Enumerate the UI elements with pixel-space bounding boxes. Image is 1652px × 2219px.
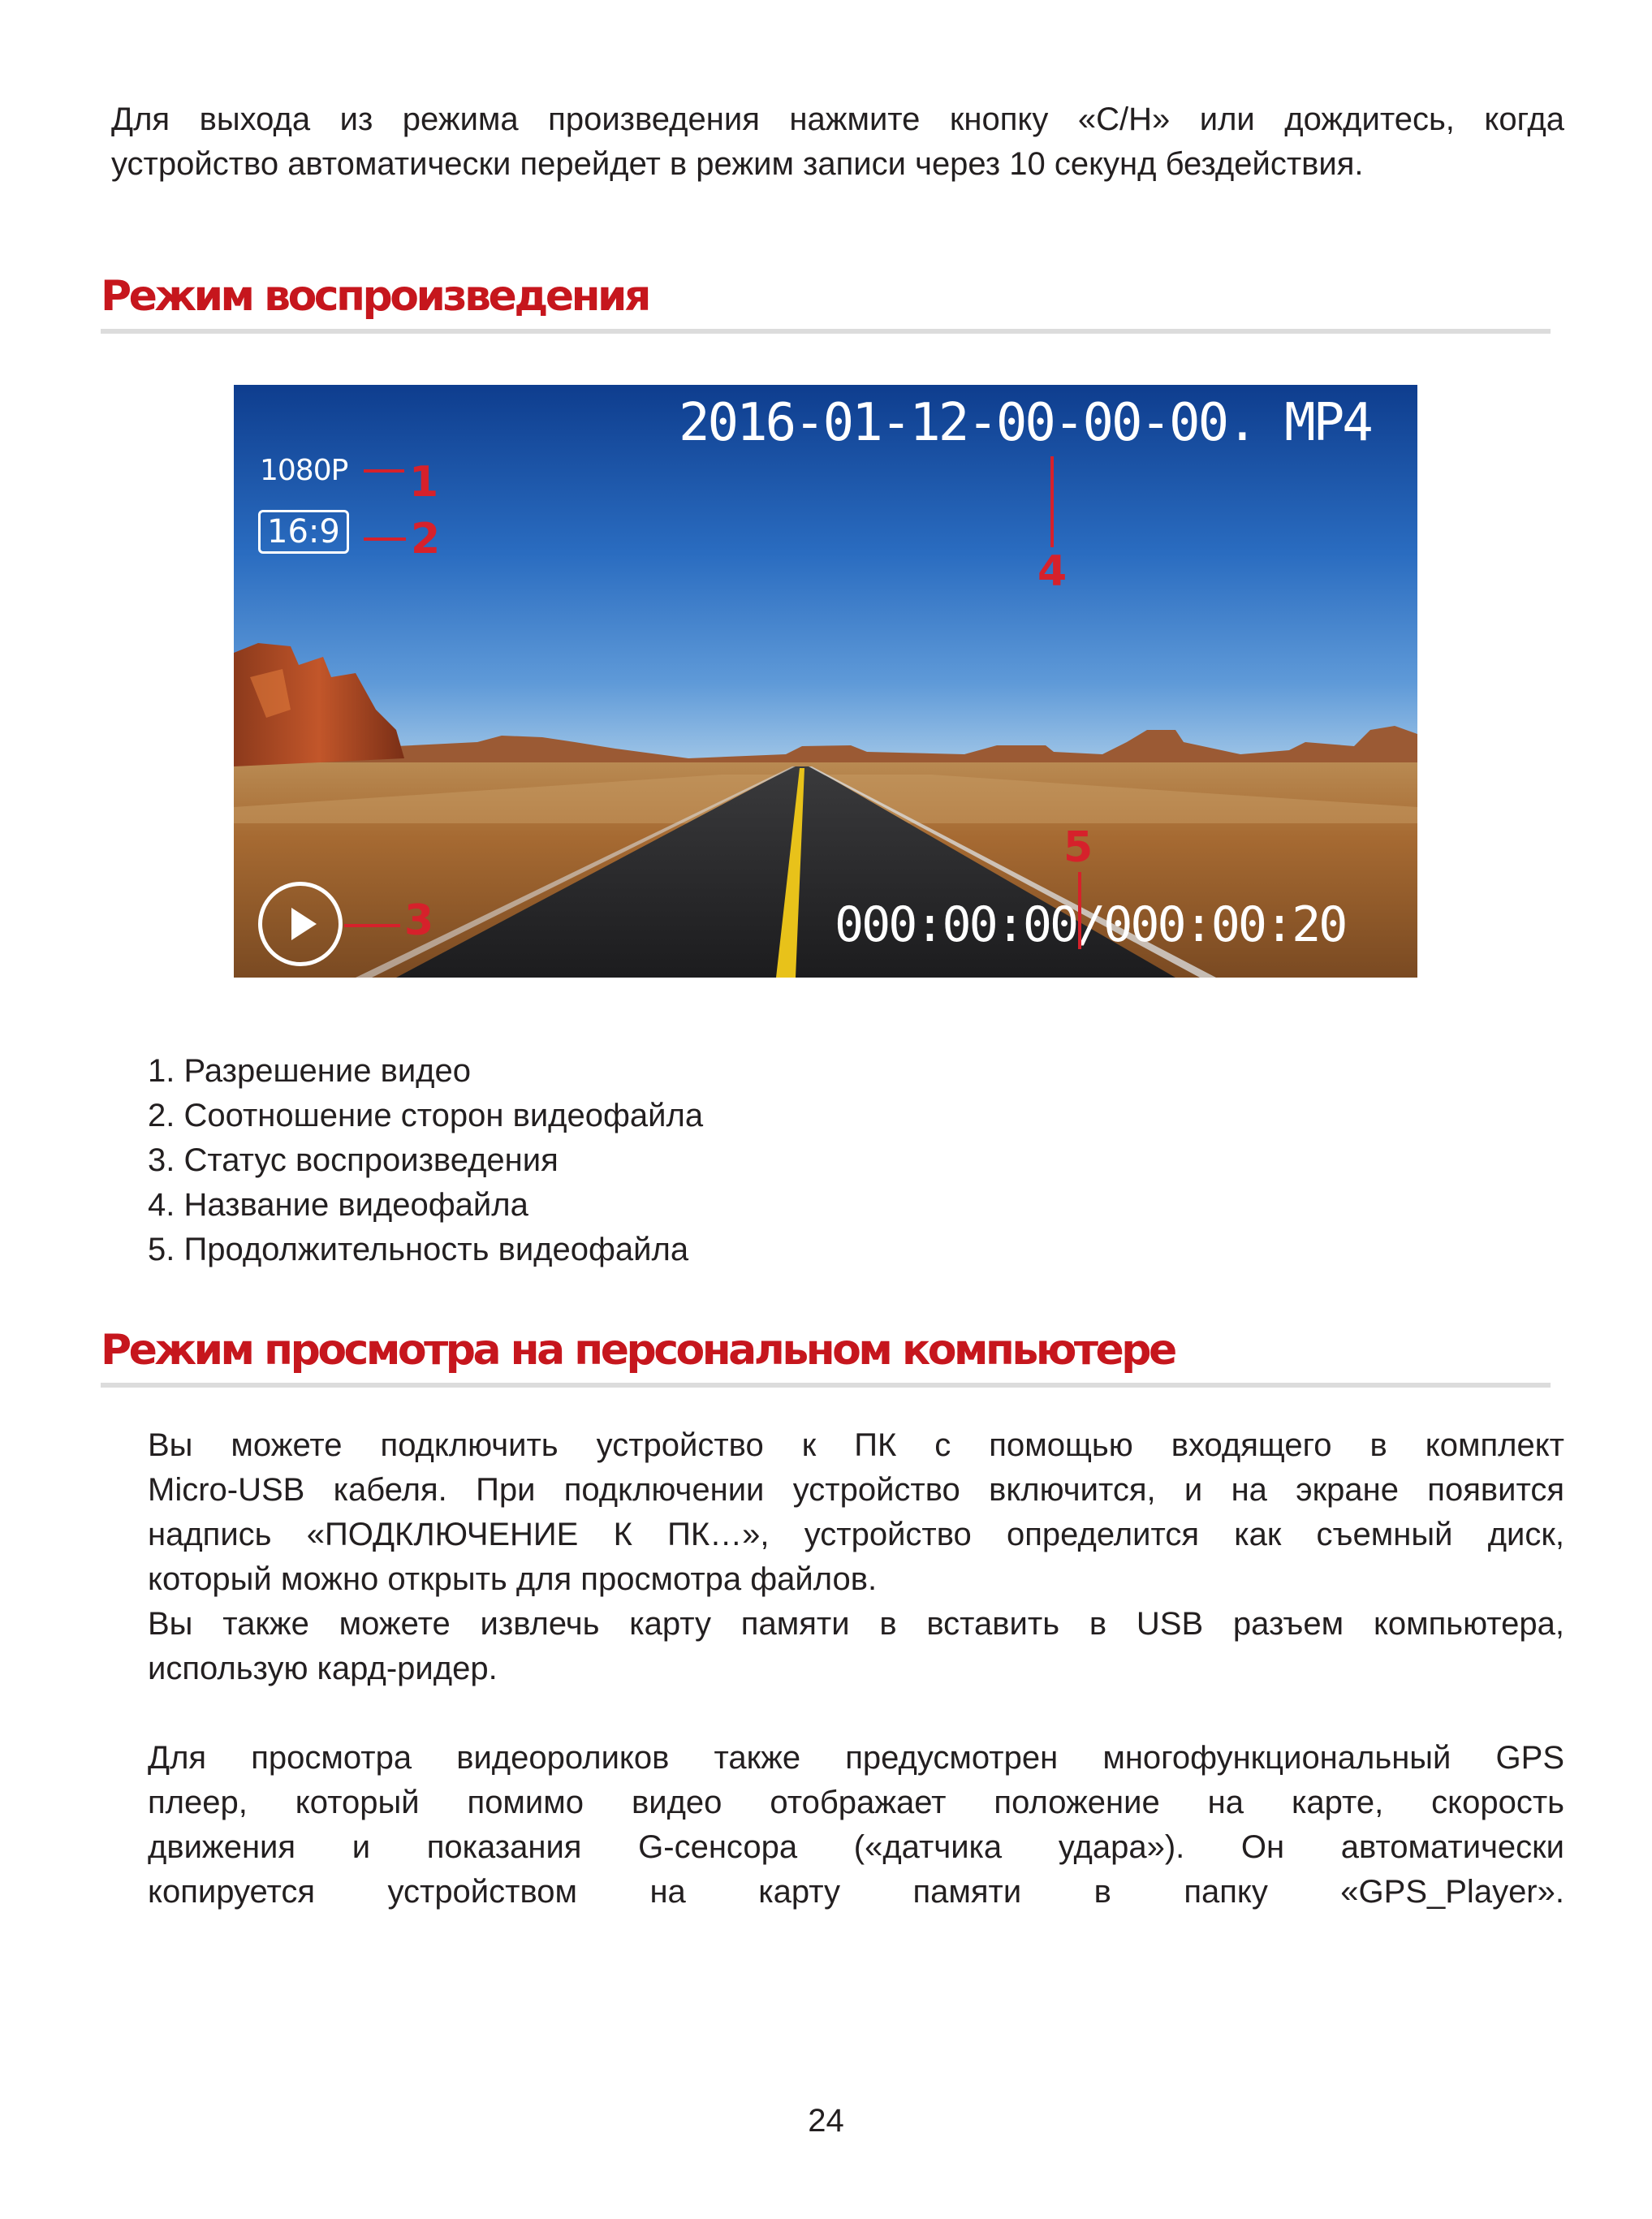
intro-line: Для выхода из режима произведения нажмите кнопку «C/H» или дождитесь, когда (111, 101, 1564, 137)
paragraph-line: использую кард-ридер. (148, 1651, 498, 1686)
heading-rule (101, 329, 1551, 334)
list-item: 4. Название видеофайла (148, 1187, 528, 1223)
page-number: 24 (808, 2103, 844, 2139)
section-heading-pc-mode: Режим просмотра на персональном компьютере (101, 1326, 1175, 1375)
list-item: 5. Продолжительность видеофайла (148, 1232, 689, 1267)
playback-duration: 000:00:00/000:00:20 (835, 896, 1346, 953)
video-resolution: 1080P (260, 454, 348, 487)
intro-line: устройство автоматически перейдет в режим записи через 10 секунд бездействия. (111, 146, 1364, 182)
section-heading-playback: Режим воспроизведения (101, 272, 649, 321)
paragraph-line: плеер, который помимо видео отображает положение на карте, скорость (148, 1785, 1564, 1820)
paragraph-line: который можно открыть для просмотра файлов. (148, 1561, 878, 1597)
callout-4: 4 (1037, 547, 1068, 596)
paragraph-line: движения и показания G-сенсора («датчика удара»). Он автоматически (148, 1829, 1564, 1865)
callout-5: 5 (1063, 823, 1093, 872)
list-item: 1. Разрешение видео (148, 1053, 472, 1089)
aspect-ratio-badge: 16:9 (258, 510, 349, 554)
heading-rule (101, 1383, 1551, 1388)
paragraph-line: Для просмотра видеороликов также предусмотрен многофункциональный GPS (148, 1740, 1564, 1776)
intro-paragraph (111, 97, 1564, 187)
list-item: 2. Соотношение сторон видеофайла (148, 1098, 704, 1133)
callout-3: 3 (404, 896, 434, 945)
list-item: 3. Статус воспроизведения (148, 1142, 559, 1178)
screen-elements-list (148, 1049, 703, 1272)
paragraph-line: копируется устройством на карту памяти в папку «GPS_Player». (148, 1874, 1564, 1910)
callout-1: 1 (409, 458, 439, 507)
playback-screen-illustration (234, 385, 1417, 978)
paragraph-line: Micro-USB кабеля. При подключении устройство включится, и на экране появится (148, 1472, 1564, 1508)
paragraph-line: надпись «ПОДКЛЮЧЕНИЕ К ПК…», устройство определится как съемный диск, (148, 1517, 1564, 1552)
paragraph-line: Вы также можете извлечь карту памяти в вставить в USB разъем компьютера, (148, 1606, 1564, 1642)
callout-2: 2 (411, 515, 441, 563)
pc-connection-paragraph (148, 1423, 1564, 1691)
paragraph-line: Вы можете подключить устройство к ПК с помощью входящего в комплект (148, 1427, 1564, 1463)
gps-player-paragraph (148, 1736, 1564, 1915)
video-filename: 2016-01-12-00-00-00. MP4 (679, 393, 1371, 453)
